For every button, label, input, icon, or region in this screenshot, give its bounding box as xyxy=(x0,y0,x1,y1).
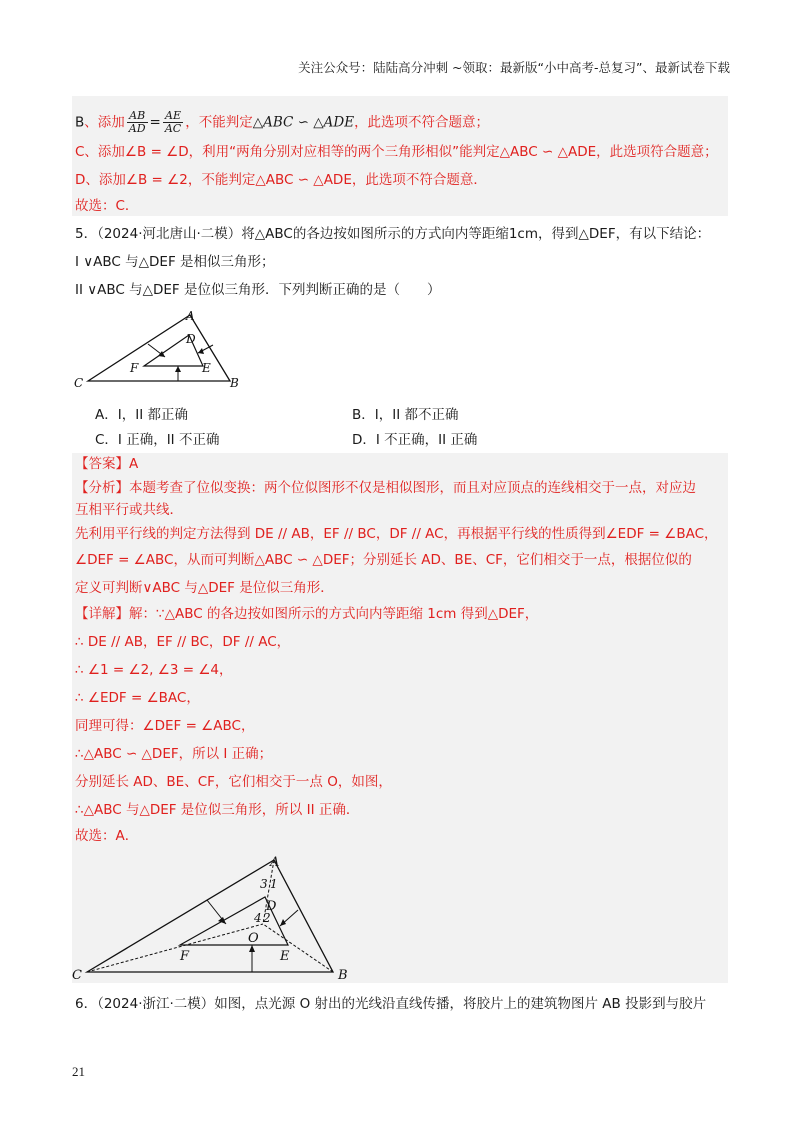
fraction-ab-ad: $\frac{AB}{AD}$ xyxy=(128,109,146,135)
analysis-line-5: 定义可判断∨ABC 与△DEF 是位似三角形． xyxy=(75,580,334,596)
conclusion-1: I ∨ABC 与△DEF 是相似三角形； xyxy=(75,254,275,270)
option-a[interactable]: A．I，II 都正确 xyxy=(95,407,188,423)
label-d: D xyxy=(186,332,196,346)
analysis-line-1: 【分析】本题考查了位似变换：两个位似图形不仅是相似图形，而且对应顶点的连线相交于一点，对应边 xyxy=(75,480,696,496)
detail-line-6: ∴△ABC ∽ △DEF，所以 I 正确； xyxy=(75,746,273,762)
angle-label-2: 2 xyxy=(263,911,271,925)
label-a: A xyxy=(270,855,280,870)
option-c[interactable]: C．I 正确，II 不正确 xyxy=(95,432,220,448)
conclusion-2: II ∨ABC 与△DEF 是位似三角形．下列判断正确的是（ ） xyxy=(75,282,441,298)
option-d-analysis: D、添加∠B = ∠2，不能判定△ABC ∽ △ADE，此选项不符合题意． xyxy=(75,172,487,188)
label-d: D xyxy=(266,899,277,914)
detail-line-7: 分别延长 AD、BE、CF，它们相交于一点 O，如图， xyxy=(75,774,392,790)
answer-line: 【答案】A xyxy=(75,456,139,472)
label-o: O xyxy=(248,931,259,946)
question-5-stem: 5．（2024·河北唐山·二模）将△ABC的各边按如图所示的方式向内等距缩1cm，得到△DEF，有以下结论： xyxy=(75,226,711,242)
label-e: E xyxy=(202,361,211,375)
option-b-analysis: B、添加 $\frac{AB}{AD}$ = $\frac{AE}{AC}$ ，不能判定△ABC ∽ △ADE，此选项不符合题意； xyxy=(75,109,490,135)
detail-line-8: ∴△ABC 与△DEF 是位似三角形，所以 II 正确． xyxy=(75,802,360,818)
analysis-line-3: 先利用平行线的判定方法得到 DE // AB，EF // BC，DF // AC，再根据平行线的性质得到∠EDF = ∠BAC， xyxy=(75,526,718,542)
analysis-line-2: 互相平行或共线． xyxy=(75,502,183,518)
option-b[interactable]: B．I，II 都不正确 xyxy=(352,407,459,423)
final-answer: 故选：A． xyxy=(75,828,139,844)
page-header: 关注公众号：陆陆高分冲刺 ~领取：最新版“小中高考-总复习”、最新试卷下载 xyxy=(298,60,730,75)
option-c-analysis: C、添加∠B = ∠D，利用“两角分别对应相等的两个三角形相似”能判定△ABC ∽ △ADE，此选项符合题意； xyxy=(75,144,718,160)
angle-label-1: 1 xyxy=(270,877,278,891)
detail-line-4: ∴ ∠EDF = ∠BAC， xyxy=(75,690,200,706)
page-number: 21 xyxy=(72,1064,85,1079)
fraction-ae-ac: $\frac{AE}{AC}$ xyxy=(164,109,182,135)
analysis-line-4: ∠DEF = ∠ABC，从而可判断△ABC ∽ △DEF；分别延长 AD、BE、CF，它们相交于一点，根据位似的 xyxy=(75,552,692,568)
label-c: C xyxy=(72,968,82,983)
question-5-figure xyxy=(70,305,260,395)
detail-line-2: ∴ DE // AB，EF // BC，DF // AC， xyxy=(75,634,291,650)
previous-answer: 故选：C． xyxy=(75,198,139,214)
label-b: B xyxy=(338,968,348,983)
label-f: F xyxy=(180,949,190,964)
detail-line-1: 【详解】解：∵△ABC 的各边按如图所示的方式向内等距缩 1cm 得到△DEF， xyxy=(75,606,539,622)
label-c: C xyxy=(74,376,84,390)
label-b: B xyxy=(230,376,239,390)
solution-figure xyxy=(70,848,360,983)
option-d[interactable]: D．I 不正确，II 正确 xyxy=(352,432,478,448)
detail-line-5: 同理可得：∠DEF = ∠ABC， xyxy=(75,718,255,734)
label-e: E xyxy=(280,949,290,964)
angle-label-3: 3 xyxy=(260,877,268,891)
angle-label-4: 4 xyxy=(254,911,262,925)
label-f: F xyxy=(130,361,139,375)
detail-line-3: ∴ ∠1 = ∠2, ∠3 = ∠4， xyxy=(75,662,233,678)
label-a: A xyxy=(186,309,195,323)
question-6-stem: 6．（2024·浙江·二模）如图，点光源 O 射出的光线沿直线传播，将胶片上的建筑物图片 AB 投影到与胶片 xyxy=(75,996,707,1012)
